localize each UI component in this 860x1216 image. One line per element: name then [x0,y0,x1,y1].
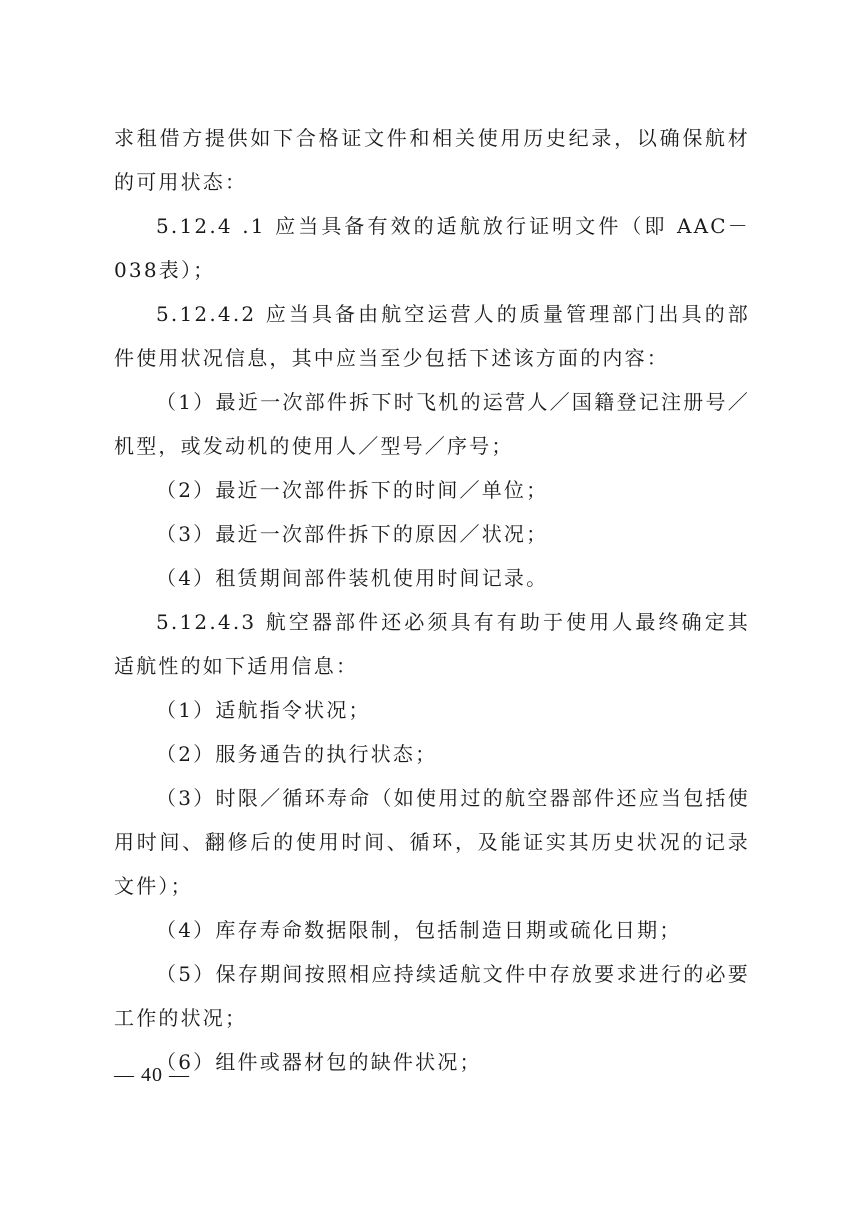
paragraph-continuation: 求租借方提供如下合格证文件和相关使用历史纪录，以确保航材的可用状态： [114,126,750,194]
list-item-lease-usage-record: （4）租赁期间部件装机使用时间记录。 [156,566,549,590]
list-item-storage-work: （5）保存期间按照相应持续适航文件中存放要求进行的必要工作的状况； [114,962,750,1030]
list-item-ad-status: （1）适航指令状况； [156,698,371,722]
document-body [114,116,750,1084]
list-item-last-removal-operator: （1）最近一次部件拆下时飞机的运营人／国籍登记注册号／机型，或发动机的使用人／型号／序号； [114,390,750,458]
paragraph-5-12-4-1: 5.12.4 .1 应当具备有效的适航放行证明文件（即 AAC－038表）； [114,214,750,282]
paragraph-5-12-4-2: 5.12.4.2 应当具备由航空运营人的质量管理部门出具的部件使用状况信息，其中应当至少包括下述该方面的内容： [114,302,750,370]
list-item-last-removal-time: （2）最近一次部件拆下的时间／单位； [156,478,549,502]
list-item-service-bulletin: （2）服务通告的执行状态； [156,742,438,766]
list-item-last-removal-reason: （3）最近一次部件拆下的原因／状况； [156,522,549,546]
list-item-kit-shortage: （6）组件或器材包的缺件状况； [156,1050,482,1074]
page-number: — 40 — [114,1064,190,1086]
list-item-shelf-life: （4）库存寿命数据限制，包括制造日期或硫化日期； [156,918,682,942]
paragraph-5-12-4-3: 5.12.4.3 航空器部件还必须具有有助于使用人最终确定其适航性的如下适用信息： [114,610,750,678]
list-item-life-limits: （3）时限／循环寿命（如使用过的航空器部件还应当包括使用时间、翻修后的使用时间、循环，及能证实其历史状况的记录文件）； [114,786,750,898]
